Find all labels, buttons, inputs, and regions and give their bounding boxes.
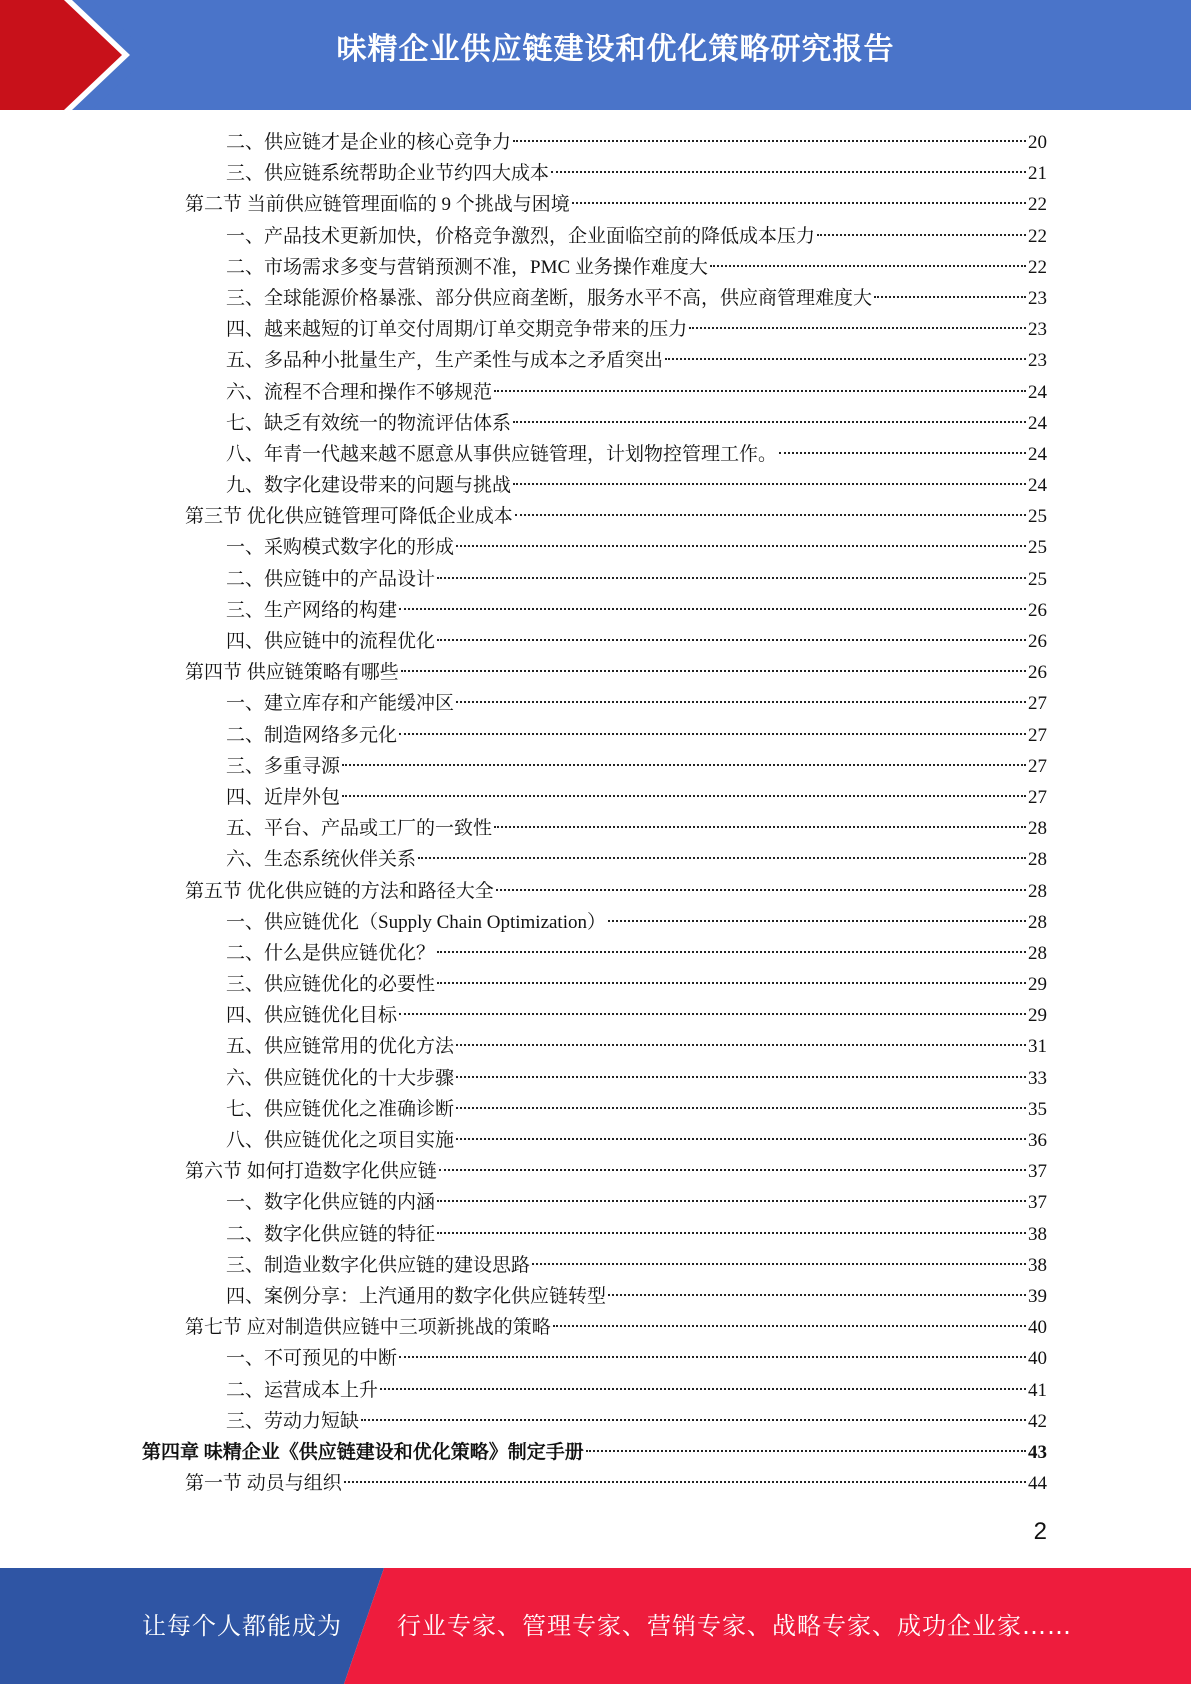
toc-entry-page: 27 <box>1028 724 1047 746</box>
toc-dot-leader <box>456 544 1026 547</box>
toc-dot-leader <box>418 856 1026 859</box>
toc-entry-page: 25 <box>1028 568 1047 590</box>
toc-dot-leader <box>689 326 1026 329</box>
toc-entry-title: 二、运营成本上升 <box>226 1379 379 1401</box>
toc-entry-title: 二、数字化供应链的特征 <box>226 1223 436 1245</box>
toc-dot-leader <box>572 201 1026 204</box>
toc-entry[interactable] <box>0 158 1047 189</box>
toc-entry-title: 第一节 动员与组织 <box>185 1473 342 1495</box>
toc-dot-leader <box>515 513 1026 516</box>
toc-entry[interactable] <box>0 345 1047 376</box>
toc-dot-leader <box>342 794 1026 797</box>
toc-entry-page: 42 <box>1028 1410 1047 1432</box>
toc-entry-page: 37 <box>1028 1192 1047 1214</box>
toc-entry[interactable] <box>0 1219 1047 1250</box>
page-footer <box>0 1568 1191 1684</box>
toc-entry[interactable] <box>0 1406 1047 1437</box>
toc-dot-leader <box>513 420 1026 423</box>
toc-entry-page: 27 <box>1028 755 1047 777</box>
report-title: 味精企业供应链建设和优化策略研究报告 <box>336 32 895 67</box>
toc-entry-page: 38 <box>1028 1254 1047 1276</box>
toc-entry[interactable] <box>0 1375 1047 1406</box>
toc-entry-title: 二、供应链中的产品设计 <box>226 568 436 590</box>
toc-entry-title: 六、供应链优化的十大步骤 <box>226 1067 455 1089</box>
toc-dot-leader <box>399 1012 1026 1015</box>
toc-dot-leader <box>456 700 1026 703</box>
toc-dot-leader <box>551 170 1026 173</box>
toc-entry-title: 三、供应链优化的必要性 <box>226 974 436 996</box>
toc-entry[interactable] <box>0 470 1047 501</box>
toc-entry[interactable] <box>0 221 1047 252</box>
toc-entry-title: 四、供应链优化目标 <box>226 1005 398 1027</box>
toc-entry-page: 29 <box>1028 974 1047 996</box>
toc-entry-title: 六、生态系统伙伴关系 <box>226 849 417 871</box>
toc-dot-leader <box>399 732 1026 735</box>
toc-entry-page: 21 <box>1028 163 1047 185</box>
toc-entry[interactable] <box>0 1125 1047 1156</box>
toc-dot-leader <box>437 1231 1026 1234</box>
toc-dot-leader <box>401 669 1026 672</box>
toc-entry-title: 四、近岸外包 <box>226 786 341 808</box>
toc-entry[interactable] <box>0 657 1047 688</box>
toc-entry-page: 22 <box>1028 194 1047 216</box>
page-header <box>0 0 1191 110</box>
toc-entry-title: 五、平台、产品或工厂的一致性 <box>226 818 493 840</box>
header-red-arrow-icon <box>0 0 150 110</box>
toc-entry-title: 四、供应链中的流程优化 <box>226 631 436 652</box>
toc-entry-page: 25 <box>1028 506 1047 528</box>
toc-entry[interactable] <box>0 377 1047 408</box>
toc-entry[interactable] <box>0 938 1047 969</box>
toc-entry-page: 44 <box>1028 1473 1047 1495</box>
toc-dot-leader <box>456 1043 1026 1046</box>
toc-entry[interactable] <box>0 876 1047 907</box>
toc-entry[interactable] <box>0 314 1047 345</box>
toc-entry-page: 24 <box>1028 475 1047 497</box>
toc-entry[interactable] <box>0 532 1047 563</box>
toc-dot-leader <box>456 1106 1026 1109</box>
toc-entry-title: 八、供应链优化之项目实施 <box>226 1130 455 1151</box>
toc-entry-title: 三、全球能源价格暴涨、部分供应商垄断，服务水平不高，供应商管理难度大 <box>226 287 873 309</box>
toc-dot-leader <box>437 981 1026 984</box>
toc-entry[interactable] <box>0 189 1047 220</box>
toc-entry-title: 第五节 优化供应链的方法和路径大全 <box>185 880 494 902</box>
toc-dot-leader <box>817 233 1026 236</box>
toc-entry-page: 36 <box>1028 1130 1047 1151</box>
toc-dot-leader <box>608 1293 1026 1296</box>
toc-dot-leader <box>439 1168 1026 1171</box>
toc-entry-title: 二、市场需求多变与营销预测不准，PMC 业务操作难度大 <box>226 256 708 278</box>
toc-entry-title: 第七节 应对制造供应链中三项新挑战的策略 <box>185 1317 551 1339</box>
toc-entry[interactable] <box>0 1000 1047 1031</box>
toc-dot-leader <box>665 357 1026 360</box>
toc-dot-leader <box>710 264 1026 267</box>
toc-dot-leader <box>399 1355 1026 1358</box>
toc-entry-page: 28 <box>1028 942 1047 964</box>
toc-dot-leader <box>513 139 1026 142</box>
toc-entry-page: 37 <box>1028 1161 1047 1183</box>
toc-entry-title: 二、什么是供应链优化？ <box>226 942 436 964</box>
toc-dot-leader <box>437 950 1026 953</box>
toc-entry-page: 29 <box>1028 1005 1047 1027</box>
toc-entry-title: 七、缺乏有效统一的物流评估体系 <box>226 412 512 434</box>
toc-entry-page: 31 <box>1028 1036 1047 1058</box>
toc-entry-title: 六、流程不合理和操作不够规范 <box>226 381 493 403</box>
toc-entry[interactable] <box>0 439 1047 470</box>
toc-entry-title: 第六节 如何打造数字化供应链 <box>185 1161 437 1183</box>
toc-entry-title: 第四章 味精企业《供应链建设和优化策略》制定手册 <box>142 1441 584 1463</box>
toc-entry-page: 39 <box>1028 1285 1047 1307</box>
toc-entry-title: 二、制造网络多元化 <box>226 724 398 746</box>
toc-entry[interactable] <box>0 1187 1047 1218</box>
toc-entry-title: 四、越来越短的订单交付周期/订单交期竞争带来的压力 <box>226 319 688 341</box>
toc-entry[interactable] <box>0 1312 1047 1343</box>
toc-entry[interactable] <box>0 1343 1047 1374</box>
toc-entry[interactable] <box>0 751 1047 782</box>
toc-dot-leader <box>608 919 1026 922</box>
toc-entry[interactable] <box>0 1281 1047 1312</box>
toc-entry-page: 27 <box>1028 693 1047 715</box>
toc-entry-page: 24 <box>1028 381 1047 403</box>
toc-entry[interactable] <box>0 969 1047 1000</box>
toc-dot-leader <box>586 1449 1026 1452</box>
toc-entry-title: 第四节 供应链策略有哪些 <box>185 662 399 684</box>
toc-entry-page: 23 <box>1028 350 1047 372</box>
toc-entry[interactable] <box>0 501 1047 532</box>
toc-entry-title: 二、供应链才是企业的核心竞争力 <box>226 132 512 153</box>
toc-entry-title: 七、供应链优化之准确诊断 <box>226 1098 455 1120</box>
toc-entry[interactable] <box>0 1063 1047 1094</box>
table-of-contents <box>0 127 1191 1499</box>
toc-entry-title: 第三节 优化供应链管理可降低企业成本 <box>185 506 513 528</box>
toc-entry-page: 28 <box>1028 849 1047 871</box>
toc-entry-page: 40 <box>1028 1317 1047 1339</box>
toc-dot-leader <box>553 1324 1026 1327</box>
page-number: 2 <box>1033 1518 1047 1545</box>
toc-entry[interactable] <box>0 688 1047 719</box>
toc-entry-page: 40 <box>1028 1348 1047 1370</box>
toc-entry-page: 26 <box>1028 599 1047 621</box>
toc-entry[interactable] <box>0 1468 1047 1499</box>
toc-entry-page: 27 <box>1028 786 1047 808</box>
toc-entry[interactable] <box>0 283 1047 314</box>
toc-entry[interactable] <box>0 782 1047 813</box>
toc-entry-title: 三、制造业数字化供应链的建设思路 <box>226 1254 531 1276</box>
toc-entry[interactable] <box>0 907 1047 938</box>
toc-dot-leader <box>494 389 1026 392</box>
toc-entry-page: 28 <box>1028 880 1047 902</box>
toc-dot-leader <box>399 607 1026 610</box>
toc-entry-title: 第二节 当前供应链管理面临的 9 个挑战与困境 <box>185 194 570 216</box>
toc-entry[interactable] <box>0 595 1047 626</box>
toc-dot-leader <box>437 576 1026 579</box>
toc-entry-page: 26 <box>1028 631 1047 652</box>
toc-dot-leader <box>496 888 1026 891</box>
toc-dot-leader <box>456 1137 1026 1140</box>
toc-dot-leader <box>494 825 1026 828</box>
toc-entry[interactable] <box>0 564 1047 595</box>
toc-entry-page: 26 <box>1028 662 1047 684</box>
toc-entry-title: 九、数字化建设带来的问题与挑战 <box>226 475 512 497</box>
toc-entry-page: 24 <box>1028 412 1047 434</box>
toc-entry[interactable] <box>0 844 1047 875</box>
toc-dot-leader <box>779 451 1026 454</box>
toc-dot-leader <box>344 1480 1026 1483</box>
toc-dot-leader <box>437 1199 1026 1202</box>
toc-dot-leader <box>361 1418 1026 1421</box>
toc-entry-title: 一、建立库存和产能缓冲区 <box>226 693 455 715</box>
toc-entry-title: 三、多重寻源 <box>226 755 341 777</box>
toc-entry-page: 33 <box>1028 1067 1047 1089</box>
toc-entry[interactable] <box>0 813 1047 844</box>
toc-entry-page: 28 <box>1028 911 1047 933</box>
toc-entry-title: 一、不可预见的中断 <box>226 1348 398 1370</box>
toc-entry-title: 一、数字化供应链的内涵 <box>226 1192 436 1214</box>
toc-entry-page: 43 <box>1028 1441 1047 1463</box>
toc-entry[interactable] <box>0 1437 1047 1468</box>
toc-dot-leader <box>437 638 1026 641</box>
toc-entry[interactable] <box>0 626 1047 657</box>
toc-entry-title: 三、供应链系统帮助企业节约四大成本 <box>226 163 550 185</box>
toc-entry-page: 23 <box>1028 319 1047 341</box>
toc-entry[interactable] <box>0 408 1047 439</box>
toc-entry[interactable] <box>0 127 1047 158</box>
toc-dot-leader <box>342 763 1026 766</box>
toc-dot-leader <box>513 482 1026 485</box>
toc-entry[interactable] <box>0 252 1047 283</box>
toc-entry[interactable] <box>0 1094 1047 1125</box>
toc-entry-page: 22 <box>1028 225 1047 247</box>
toc-entry-title: 五、多品种小批量生产，生产柔性与成本之矛盾突出 <box>226 350 664 372</box>
toc-entry-page: 23 <box>1028 287 1047 309</box>
toc-entry-page: 38 <box>1028 1223 1047 1245</box>
toc-entry-page: 35 <box>1028 1098 1047 1120</box>
toc-entry-title: 五、供应链常用的优化方法 <box>226 1036 455 1058</box>
toc-entry-title: 一、产品技术更新加快，价格竞争激烈，企业面临空前的降低成本压力 <box>226 225 816 247</box>
toc-entry[interactable] <box>0 720 1047 751</box>
toc-entry-title: 一、采购模式数字化的形成 <box>226 537 455 559</box>
toc-dot-leader <box>874 295 1026 298</box>
toc-entry-title: 八、年青一代越来越不愿意从事供应链管理，计划物控管理工作。 <box>226 443 778 465</box>
toc-entry-page: 24 <box>1028 443 1047 465</box>
footer-slogan-right: 行业专家、管理专家、营销专家、战略专家、成功企业家…… <box>397 1612 1072 1640</box>
toc-dot-leader <box>456 1075 1026 1078</box>
toc-entry-title: 三、生产网络的构建 <box>226 599 398 621</box>
toc-dot-leader <box>380 1387 1026 1390</box>
footer-slogan-left: 让每个人都能成为 <box>142 1612 342 1640</box>
toc-entry-title: 三、劳动力短缺 <box>226 1410 360 1432</box>
toc-entry-page: 20 <box>1028 132 1047 153</box>
toc-entry[interactable] <box>0 1156 1047 1187</box>
toc-entry-page: 28 <box>1028 818 1047 840</box>
toc-entry[interactable] <box>0 1031 1047 1062</box>
toc-entry-page: 22 <box>1028 256 1047 278</box>
toc-entry-title: 一、供应链优化（Supply Chain Optimization） <box>226 911 606 933</box>
toc-dot-leader <box>532 1262 1026 1265</box>
toc-entry-page: 41 <box>1028 1379 1047 1401</box>
toc-entry-title: 四、案例分享：上汽通用的数字化供应链转型 <box>226 1285 607 1307</box>
toc-entry[interactable] <box>0 1250 1047 1281</box>
toc-entry-page: 25 <box>1028 537 1047 559</box>
